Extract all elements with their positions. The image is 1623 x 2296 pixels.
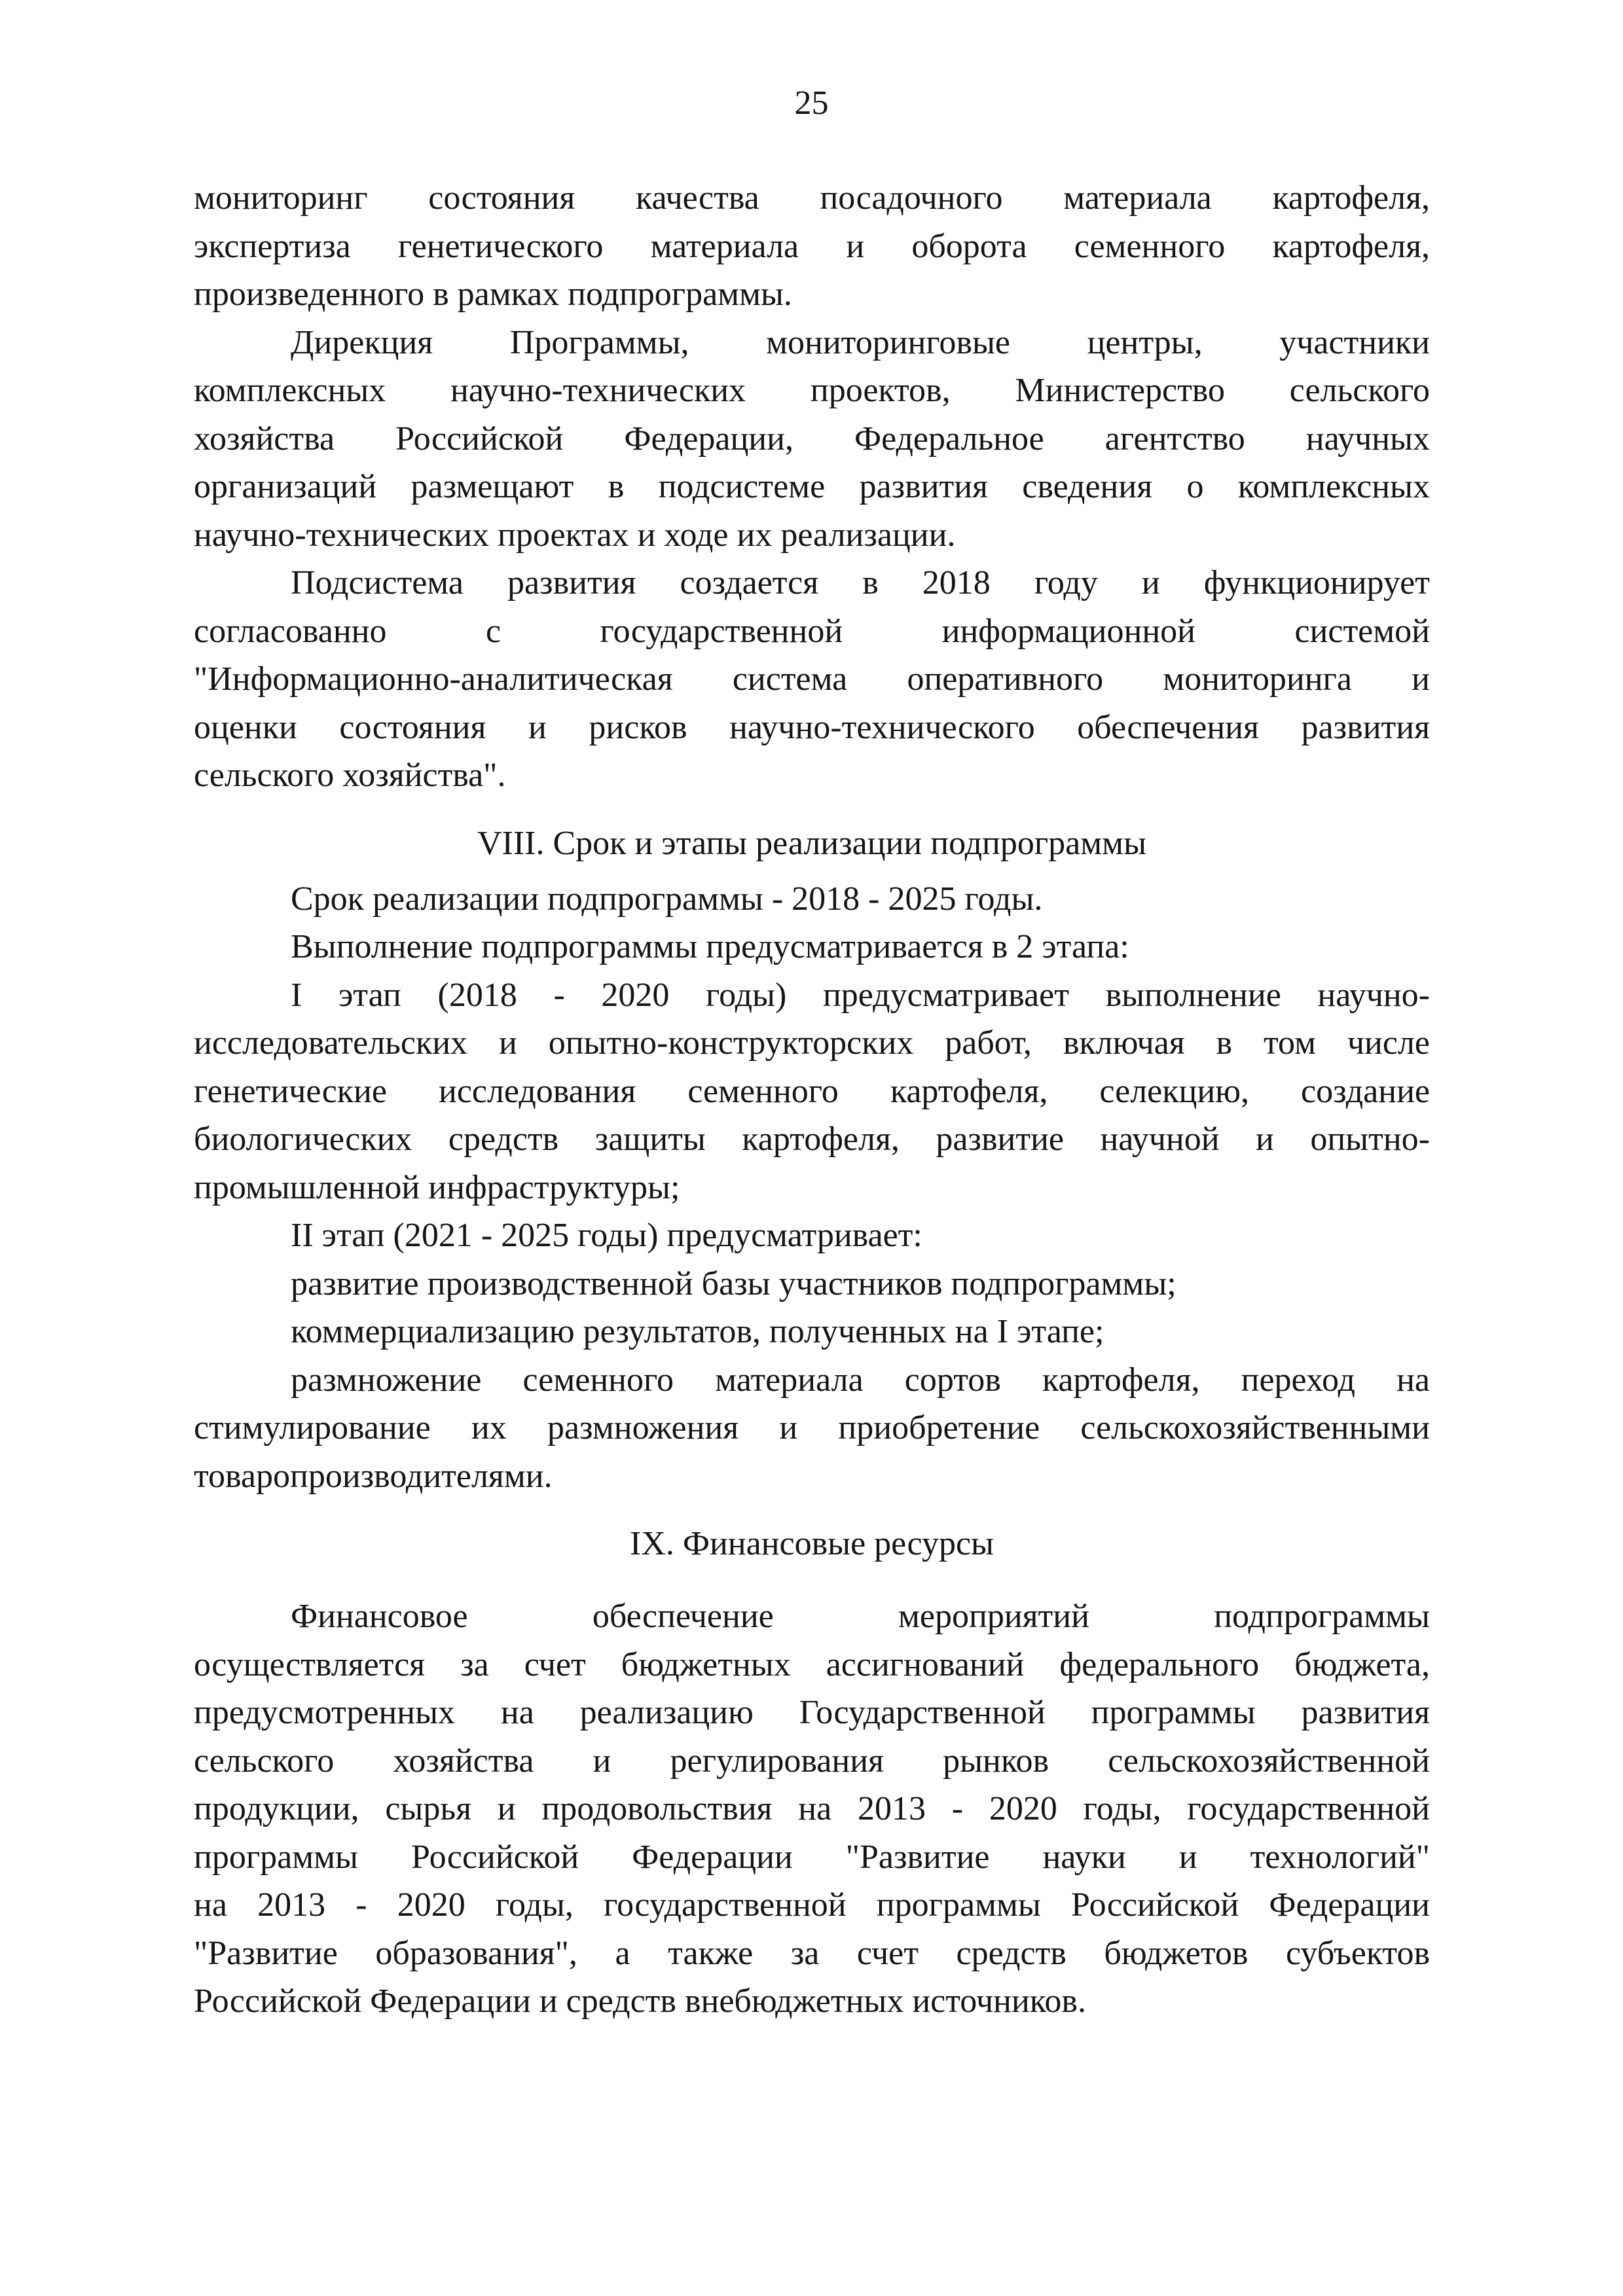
text-line: товаропроизводителями. [194,1457,553,1495]
text-line: Российской Федерации и средств внебюджетных источников. [194,1982,1086,2020]
text-line: "Развитие образования", а также за счет средств бюджетов субъектов [194,1934,1430,1972]
paragraph-directorate [194,319,1430,560]
text-line: осуществляется за счет бюджетных ассигнований федерального бюджета, [194,1645,1430,1683]
stage-2-item: коммерциализацию результатов, полученных на I этапе; [291,1313,1104,1350]
text-line: согласованно с государственной информационной системой [194,612,1430,650]
text-line: Подсистема развития создается в 2018 году и функционирует [291,564,1430,601]
text-line: биологических средств защиты картофеля, развитие научной и опытно- [194,1121,1430,1158]
text-line: оценки состояния и рисков научно-технического обеспечения развития [194,708,1430,746]
text-line: "Информационно-аналитическая система оперативного мониторинга и [194,660,1430,698]
text-line: генетические исследования семенного картофеля, селекцию, создание [194,1072,1430,1110]
paragraph-subsystem [194,559,1430,800]
stage-2-intro: II этап (2021 - 2025 годы) предусматривает: [291,1217,922,1254]
stages-intro: Выполнение подпрограммы предусматривается в 2 этапа: [291,928,1129,965]
text-line: программы Российской Федерации "Развитие науки и технологий" [194,1838,1430,1876]
section-heading-9 [194,1512,1430,1575]
text-line: сельского хозяйства и регулирования рынков сельскохозяйственной [194,1742,1430,1780]
paragraph-monitoring [194,174,1430,319]
text-line: сельского хозяйства". [194,757,506,794]
text-line: стимулирование их размножения и приобретение сельскохозяйственными [194,1409,1430,1446]
text-line: организаций размещают в подсистеме развития сведения о комплексных [194,468,1430,505]
text-line: промышленной инфраструктуры; [194,1168,680,1206]
text-line: хозяйства Российской Федерации, Федеральное агентство научных [194,420,1430,457]
section-title: VIII. Срок и этапы реализации подпрограммы [477,824,1147,862]
section-8-body [194,875,1430,1501]
text-line: размножение семенного материала сортов картофеля, переход на [291,1361,1430,1399]
stage-2-item: развитие производственной базы участников подпрограммы; [291,1265,1176,1302]
text-line: произведенного в рамках подпрограммы. [194,276,792,313]
term-line: Срок реализации подпрограммы - 2018 - 2025 годы. [291,880,1043,918]
text-line: Финансовое обеспечение мероприятий подпрограммы [291,1598,1430,1635]
text-line: продукции, сырья и продовольствия на 2013 - 2020 годы, государственной [194,1790,1430,1827]
section-heading-8 [194,812,1430,875]
section-9-body [194,1592,1430,2026]
text-line: экспертиза генетического материала и оборота семенного картофеля, [194,227,1430,265]
text-line: научно-технических проектах и ходе их реализации. [194,516,956,554]
text-line: I этап (2018 - 2020 годы) предусматривает выполнение научно- [291,976,1430,1014]
text-line: исследовательских и опытно-конструкторских работ, включая в том числе [194,1024,1430,1062]
text-line: предусмотренных на реализацию Государственной программы развития [194,1694,1430,1731]
page-content [194,174,1430,2026]
text-line: комплексных научно-технических проектов, Министерство сельского [194,372,1430,409]
page-number: 25 [794,84,829,122]
text-line: мониторинг состояния качества посадочного материала картофеля, [194,179,1430,217]
section-title: IX. Финансовые ресурсы [630,1525,994,1562]
text-line: Дирекция Программы, мониторинговые центры, участники [291,323,1430,361]
text-line: на 2013 - 2020 годы, государственной программы Российской Федерации [194,1886,1430,1924]
